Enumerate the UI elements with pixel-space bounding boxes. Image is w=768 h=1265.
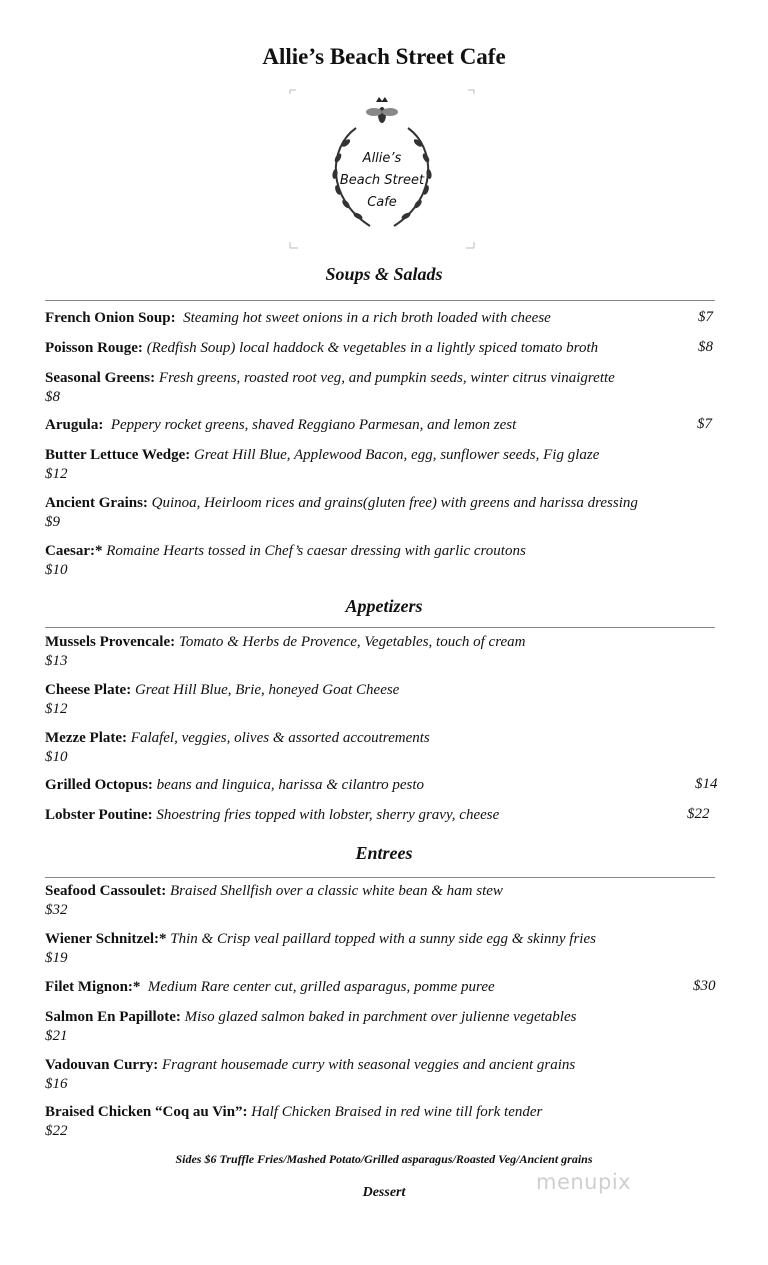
- menu-item: [45, 930, 695, 968]
- item-name: Seasonal Greens:: [45, 370, 156, 386]
- cafe-logo: [288, 88, 476, 250]
- item-price: $8: [698, 339, 713, 355]
- item-price: $21: [45, 1028, 68, 1044]
- item-price: $12: [45, 701, 68, 717]
- menu-item: [45, 339, 670, 358]
- menu-item: [45, 1056, 670, 1094]
- item-name: Caesar:*: [45, 543, 103, 559]
- watermark: menupix: [536, 1170, 632, 1194]
- menu-item: [45, 446, 670, 484]
- item-desc: beans and linguica, harissa & cilantro pesto: [156, 777, 425, 793]
- bee-crown-icon: [366, 97, 398, 123]
- item-name: Grilled Octopus:: [45, 777, 153, 793]
- item-price: $10: [45, 749, 68, 765]
- item-price: $22: [687, 806, 710, 822]
- item-desc: Romaine Hearts tossed in Chef’s caesar dressing with garlic croutons: [106, 543, 526, 559]
- item-price: $8: [45, 389, 60, 405]
- item-desc: Fresh greens, roasted root veg, and pumpkin seeds, winter citrus vinaigrette: [158, 370, 615, 386]
- item-price: $19: [45, 950, 68, 966]
- menu-item: [45, 633, 670, 671]
- item-desc: Miso glazed salmon baked in parchment over julienne vegetables: [184, 1009, 577, 1025]
- section-title-entrees: Entrees: [355, 843, 413, 863]
- item-desc: Falafel, veggies, olives & assorted accoutrements: [130, 730, 430, 746]
- item-desc: Shoestring fries topped with lobster, sherry gravy, cheese: [156, 807, 500, 823]
- cafe-title: Allie’s Beach Street Cafe: [262, 44, 506, 69]
- item-price: $22: [45, 1123, 68, 1139]
- menu-item: [45, 806, 670, 825]
- item-price: $7: [698, 309, 713, 325]
- item-name: Braised Chicken “Coq au Vin”:: [45, 1104, 248, 1120]
- item-desc: (Redfish Soup) local haddock & vegetables in a lightly spiced tomato broth: [146, 340, 599, 356]
- item-desc: Fragrant housemade curry with seasonal veggies and ancient grains: [161, 1057, 576, 1073]
- menu-item: [45, 309, 670, 328]
- logo-line-2: Beach Street: [339, 173, 425, 188]
- menu-item: [45, 729, 670, 767]
- divider: [45, 627, 715, 628]
- menu-item: [45, 1103, 670, 1141]
- item-desc: Half Chicken Braised in red wine till fork tender: [251, 1104, 543, 1120]
- menu-item: [45, 681, 670, 719]
- item-name: Seafood Cassoulet:: [45, 883, 167, 899]
- item-name: Arugula:: [45, 417, 104, 433]
- menu-item: [45, 542, 670, 580]
- logo-line-3: Cafe: [367, 195, 397, 210]
- dessert-heading: Dessert: [362, 1185, 406, 1200]
- item-price: $14: [695, 776, 718, 792]
- divider: [45, 877, 715, 878]
- item-name: Vadouvan Curry:: [45, 1057, 159, 1073]
- logo-line-1: Allie’s: [362, 151, 402, 166]
- item-desc: Tomato & Herbs de Provence, Vegetables, touch of cream: [178, 634, 526, 650]
- item-desc: Great Hill Blue, Applewood Bacon, egg, sunflower seeds, Fig glaze: [194, 447, 600, 463]
- item-name: Cheese Plate:: [45, 682, 132, 698]
- item-desc: Braised Shellfish over a classic white bean & ham stew: [170, 883, 503, 899]
- item-name: Salmon En Papillote:: [45, 1009, 181, 1025]
- item-price: $13: [45, 653, 68, 669]
- item-desc: Quinoa, Heirloom rices and grains(gluten free) with greens and harissa dressing: [151, 495, 638, 511]
- menu-item: [45, 1008, 670, 1046]
- item-price: $32: [45, 902, 68, 918]
- menu-item: [45, 978, 670, 997]
- item-desc: Great Hill Blue, Brie, honeyed Goat Cheese: [134, 682, 400, 698]
- item-name: Filet Mignon:*: [45, 979, 141, 995]
- menu-item: [45, 369, 705, 407]
- menu-item: [45, 416, 670, 435]
- item-price: $7: [697, 416, 712, 432]
- sides-note: Sides $6 Truffle Fries/Mashed Potato/Grilled asparagus/Roasted Veg/Ancient grains: [175, 1152, 593, 1166]
- item-name: Poisson Rouge:: [45, 340, 143, 356]
- item-name: Ancient Grains:: [45, 495, 148, 511]
- item-price: $10: [45, 562, 68, 578]
- item-desc: Thin & Crisp veal paillard topped with a sunny side egg & skinny fries: [170, 931, 596, 947]
- divider: [45, 300, 715, 301]
- menu-item: [45, 494, 705, 532]
- section-title-appetizers: Appetizers: [345, 596, 423, 616]
- section-title-soups: Soups & Salads: [325, 264, 443, 284]
- item-name: French Onion Soup:: [45, 310, 176, 326]
- item-name: Butter Lettuce Wedge:: [45, 447, 191, 463]
- item-price: $9: [45, 514, 60, 530]
- item-name: Wiener Schnitzel:*: [45, 931, 167, 947]
- item-name: Mussels Provencale:: [45, 634, 176, 650]
- item-price: $16: [45, 1076, 68, 1092]
- item-price: $30: [693, 978, 716, 994]
- item-price: $12: [45, 466, 68, 482]
- menu-item: [45, 776, 670, 795]
- item-desc: Steaming hot sweet onions in a rich broth loaded with cheese: [183, 310, 551, 326]
- item-desc: Medium Rare center cut, grilled asparagus, pomme puree: [147, 979, 495, 995]
- item-desc: Peppery rocket greens, shaved Reggiano Parmesan, and lemon zest: [110, 417, 517, 433]
- menu-item: [45, 882, 670, 920]
- item-name: Lobster Poutine:: [45, 807, 153, 823]
- item-name: Mezze Plate:: [45, 730, 128, 746]
